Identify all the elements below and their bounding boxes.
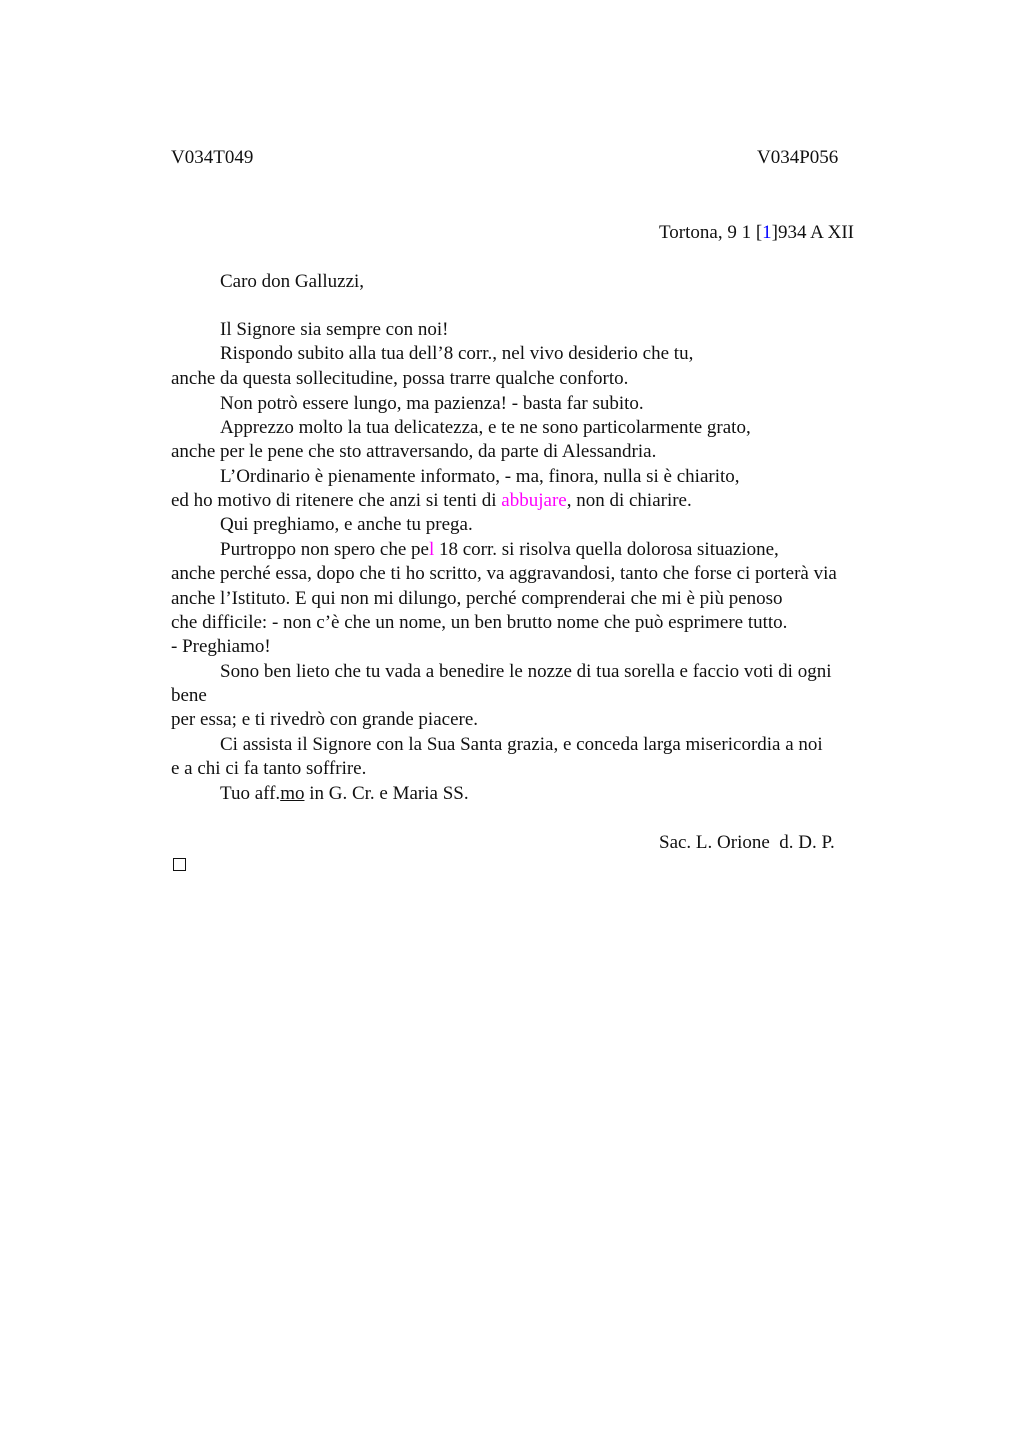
body-line: Ci assista il Signore con la Sua Santa grazia, e conceda larga misericordia a noi	[220, 734, 823, 755]
body-line	[171, 489, 692, 513]
highlighted-letter: l	[428, 539, 435, 560]
body-line	[220, 538, 779, 562]
letter-date	[659, 221, 854, 245]
underlined-abbreviation: mo	[280, 783, 305, 804]
header-left-code: V034T049	[171, 147, 254, 168]
body-line: anche l’Istituto. E qui non mi dilungo, perché comprenderai che mi è più penoso	[171, 588, 783, 609]
body-line: per essa; e ti rivedrò con grande piacere.	[171, 709, 479, 730]
greeting: Caro don Galluzzi,	[220, 271, 365, 292]
text-segment: ed ho motivo di ritenere che anzi si tenti di	[171, 490, 502, 511]
body-line: Il Signore sia sempre con noi!	[220, 319, 449, 340]
date-suffix: ]934 A XII	[771, 222, 854, 243]
body-line: bene	[171, 685, 207, 706]
text-segment: 18 corr. si risolva quella dolorosa situazione,	[434, 539, 779, 560]
body-line: L’Ordinario è pienamente informato, - ma, finora, nulla si è chiarito,	[220, 466, 740, 487]
body-line: che difficile: - non c’è che un nome, un ben brutto nome che può esprimere tutto.	[171, 612, 788, 633]
body-line: Sono ben lieto che tu vada a benedire le nozze di tua sorella e faccio voti di ogni	[220, 661, 832, 682]
header-right-code: V034P056	[757, 147, 839, 168]
highlighted-word: abbujare	[501, 490, 567, 511]
body-line: anche da questa sollecitudine, possa trarre qualche conforto.	[171, 368, 629, 389]
closing-line	[220, 782, 469, 806]
body-line: anche per le pene che sto attraversando, da parte di Alessandria.	[171, 441, 657, 462]
body-line: Qui preghiamo, e anche tu prega.	[220, 514, 473, 535]
text-segment: in G. Cr. e Maria SS.	[304, 783, 469, 804]
body-line: Non potrò essere lungo, ma pazienza! - basta far subito.	[220, 393, 644, 414]
body-line: Apprezzo molto la tua delicatezza, e te ne sono particolarmente grato,	[220, 417, 751, 438]
text-segment: Purtroppo non spero che pe	[220, 539, 429, 560]
body-line: e a chi ci fa tanto soffrire.	[171, 758, 367, 779]
date-prefix: Tortona, 9 1 [	[659, 222, 763, 243]
body-line: Rispondo subito alla tua dell’8 corr., nel vivo desiderio che tu,	[220, 343, 694, 364]
text-segment: Tuo aff.	[220, 783, 281, 804]
body-line: anche perché essa, dopo che ti ho scritto, va aggravandosi, tanto che forse ci porterà via	[171, 563, 837, 584]
signature: Sac. L. Orione d. D. P.	[659, 832, 835, 853]
date-bracketed-digit: 1	[762, 222, 772, 243]
empty-checkbox-icon	[173, 858, 186, 871]
text-segment: , non di chiarire.	[566, 490, 692, 511]
body-line: - Preghiamo!	[171, 636, 271, 657]
